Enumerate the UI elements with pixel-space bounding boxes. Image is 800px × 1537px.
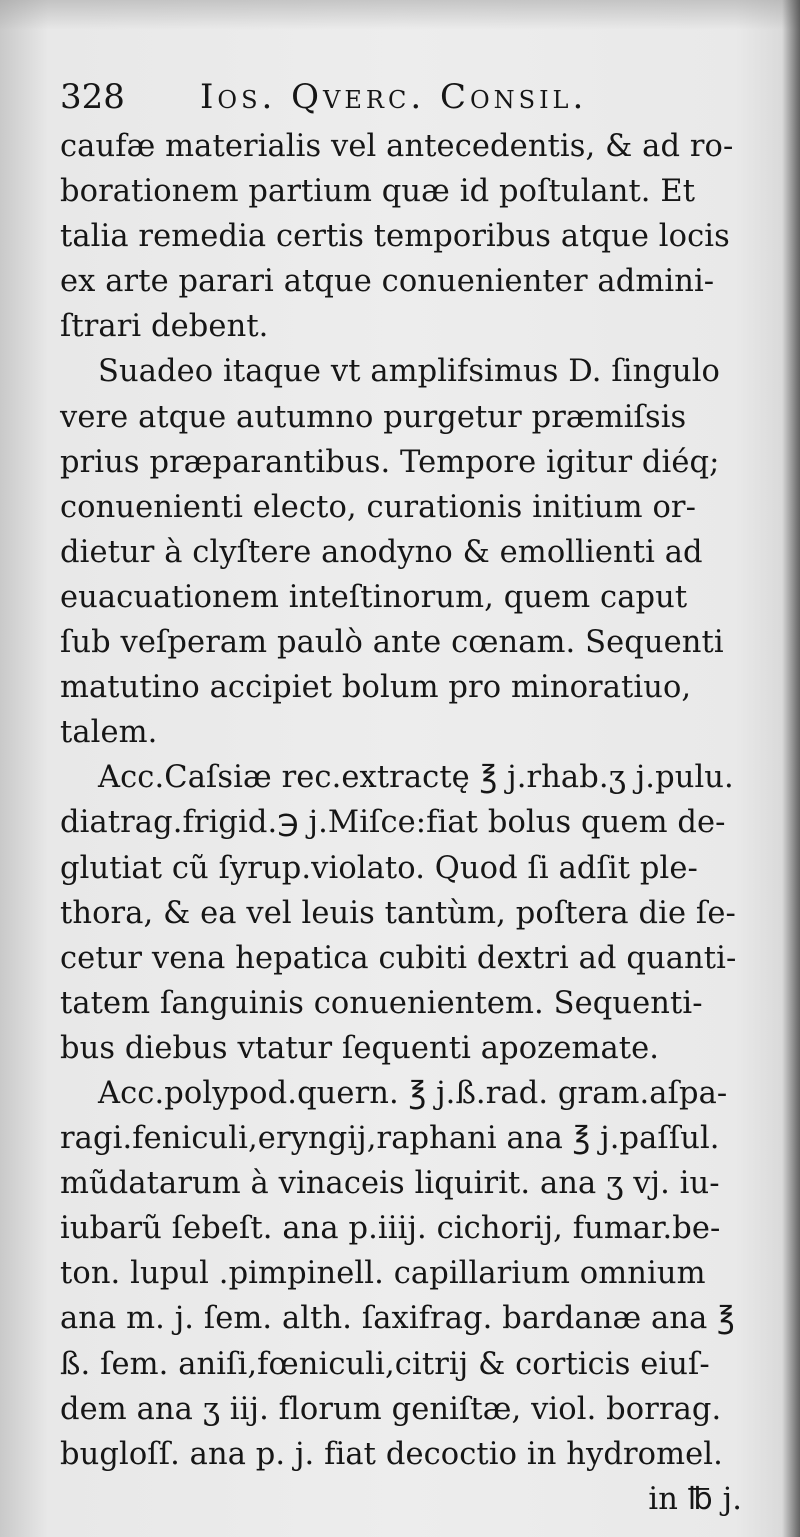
text-line: bus diebus vtatur ſequenti apozemate. <box>60 1030 660 1066</box>
paragraph-first-line: Suadeo itaque vt amplifsimus D. ſingulo <box>98 354 721 390</box>
text-line: vere atque autumno purgetur præmiſsis <box>60 399 687 435</box>
text-line: euacuationem inteſtinorum, quem caput <box>60 579 688 615</box>
text-line: ß. ſem. aniſi,fœniculi,citrij & corticis eiuſ- <box>60 1346 710 1382</box>
text-line: ton. lupul .pimpinell. capillarium omnium <box>60 1256 706 1292</box>
recipe-first-line: Acc.Caſsiæ rec.extractę ℥ j.rhab.ʒ j.pulu. <box>98 760 734 796</box>
text-line: iubarũ ſebeſt. ana p.iiij. cichorij, fumar.be- <box>60 1211 721 1247</box>
recipe-first-line: Acc.polypod.quern. ℥ j.ß.rad. gram.aſpa- <box>98 1075 728 1111</box>
text-line: talia remedia certis temporibus atque locis <box>60 219 730 255</box>
text-line: bugloſſ. ana p. j. fiat decoctio in hydromel. <box>60 1436 723 1472</box>
running-head-title: Ios. Qverc. Consil. <box>200 77 588 117</box>
text-line: conuenienti electo, curationis initium or- <box>60 489 697 525</box>
text-line: dem ana ʒ iij. florum geniſtæ, viol. borrag. <box>60 1391 722 1427</box>
text-line: thora, & ea vel leuis tantùm, poſtera die ſe- <box>60 895 736 931</box>
text-line: matutino accipiet bolum pro minoratiuo, <box>60 670 692 706</box>
text-line: prius præparantibus. Tempore igitur diéq; <box>60 444 720 480</box>
text-line: caufæ materialis vel antecedentis, & ad ro- <box>60 129 734 164</box>
final-line: in ℔ j. <box>648 1481 742 1517</box>
page-text-block <box>60 70 760 1522</box>
text-line: mũdatarum à vinaceis liquirit. ana ʒ vj. iu- <box>60 1166 720 1202</box>
text-line: ſtrari debent. <box>60 309 269 345</box>
page-number: 328 <box>60 77 125 117</box>
page-gutter-shadow <box>782 0 800 1537</box>
text-line: tatem ſanguinis conuenientem. Sequenti- <box>60 985 703 1021</box>
text-line: diatrag.frigid.℈ j.Miſce:fiat bolus quem de- <box>60 805 726 841</box>
text-line: ex arte parari atque conuenienter admini- <box>60 264 715 300</box>
text-line: dietur à clyſtere anodyno & emollienti ad <box>60 534 703 570</box>
text-line: ana m. j. ſem. alth. ſaxifrag. bardanæ ana ℥ <box>60 1301 735 1337</box>
text-line: glutiat cũ ſyrup.violato. Quod ſi adſit ple- <box>60 850 698 886</box>
text-line: talem. <box>60 715 158 751</box>
page-top-shadow <box>0 0 800 30</box>
text-line: ragi.feniculi,eryngij,raphani ana ℥ j.paſſul. <box>60 1121 720 1157</box>
running-head <box>60 70 760 124</box>
text-line: cetur vena hepatica cubiti dextri ad quanti- <box>60 940 737 976</box>
text-line: borationem partium quæ id poſtulant. Et <box>60 174 696 210</box>
text-line: ſub veſperam paulò ante cœnam. Sequenti <box>60 625 724 661</box>
